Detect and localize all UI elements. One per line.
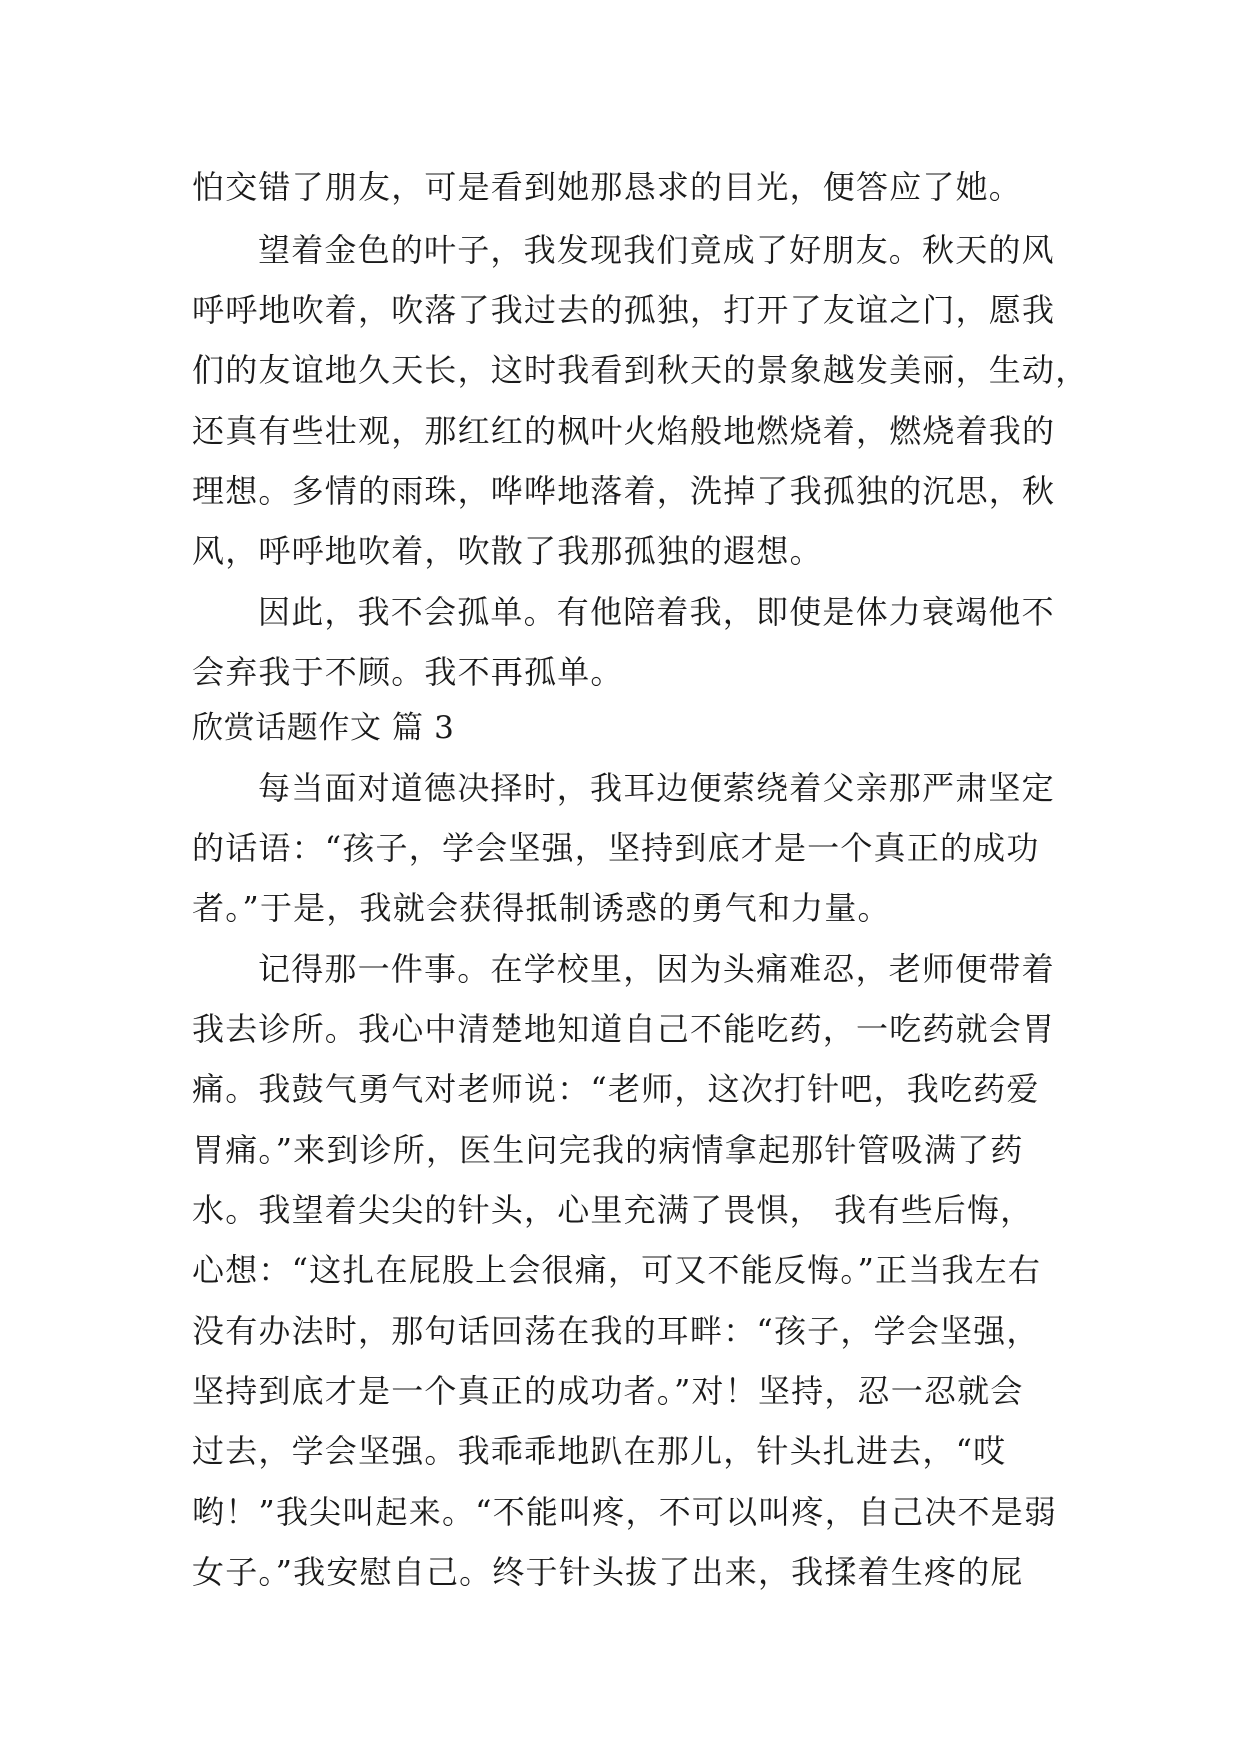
- text-line: 没有办法时，那句话回荡在我的耳畔：“孩子，学会坚强，: [192, 1312, 1040, 1350]
- text-line: 心想：“这扎在屁股上会很痛，可又不能反悔。”正当我左右: [192, 1251, 1042, 1289]
- text-line: 女子。”我安慰自己。终于针头拔了出来，我揉着生疼的屁: [192, 1553, 1024, 1591]
- paragraph-first-line: 每当面对道德决择时，我耳边便萦绕着父亲那严肃坚定: [258, 769, 1055, 807]
- text-line: 呼呼地吹着，吹落了我过去的孤独，打开了友谊之门，愿我: [192, 291, 1056, 329]
- text-line: 者。”于是，我就会获得抵制诱惑的勇气和力量。: [192, 889, 891, 927]
- text-line: 怕交错了朋友，可是看到她那恳求的目光，便答应了她。: [192, 168, 1023, 206]
- text-line: 风，呼呼地吹着，吹散了我那孤独的遐想。: [192, 532, 823, 570]
- text-line: 坚持到底才是一个真正的成功者。”对！坚持，忍一忍就会: [192, 1372, 1024, 1410]
- text-line: 痛。我鼓气勇气对老师说：“老师，这次打针吧，我吃药爱: [192, 1070, 1040, 1108]
- text-line: 过去，学会坚强。我乖乖地趴在那儿，针头扎进去，“哎: [192, 1432, 1007, 1470]
- paragraph-first-line: 望着金色的叶子，我发现我们竟成了好朋友。秋天的风: [258, 231, 1055, 269]
- text-line: 我去诊所。我心中清楚地知道自己不能吃药，一吃药就会胃: [192, 1010, 1056, 1048]
- text-line: 胃痛。”来到诊所，医生问完我的病情拿起那针管吸满了药: [192, 1131, 1024, 1169]
- section-heading: 欣赏话题作文 篇 3: [192, 710, 455, 746]
- paragraph-first-line: 记得那一件事。在学校里，因为头痛难忍，老师便带着: [258, 950, 1055, 988]
- text-line: 理想。多情的雨珠，哗哗地落着，洗掉了我孤独的沉思，秋: [192, 472, 1056, 510]
- text-line: 们的友谊地久天长，这时我看到秋天的景象越发美丽，生动，: [192, 351, 1089, 389]
- text-line: 水。我望着尖尖的针头，心里充满了畏惧， 我有些后悔，: [192, 1191, 1034, 1229]
- text-line: 哟！”我尖叫起来。“不能叫疼，不可以叫疼，自己决不是弱: [192, 1493, 1058, 1531]
- text-line: 的话语：“孩子，学会坚强，坚持到底才是一个真正的成功: [192, 829, 1040, 867]
- text-line: 还真有些壮观，那红红的枫叶火焰般地燃烧着，燃烧着我的: [192, 412, 1056, 450]
- paragraph-first-line: 因此，我不会孤单。有他陪着我，即使是体力衰竭他不: [258, 593, 1055, 631]
- text-line: 会弃我于不顾。我不再孤单。: [192, 653, 624, 691]
